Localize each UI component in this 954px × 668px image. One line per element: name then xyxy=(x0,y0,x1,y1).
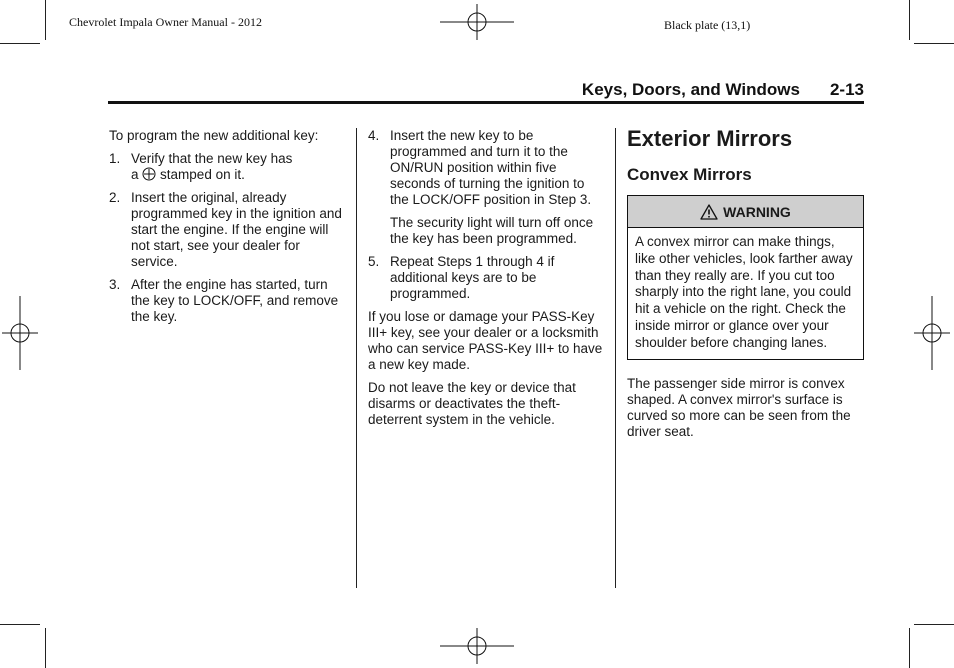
column-3 xyxy=(627,127,864,447)
column-1 xyxy=(109,128,349,332)
column-divider xyxy=(356,128,357,588)
registration-mark-icon xyxy=(440,628,514,664)
step-note: The security light will turn off once the key has been programmed. xyxy=(390,215,594,246)
step-text: Repeat Steps 1 through 4 if additional keys are to be programmed. xyxy=(390,254,555,301)
section-title: Keys, Doors, and Windows xyxy=(581,80,800,99)
step-number: 2. xyxy=(109,190,121,205)
step-number: 5. xyxy=(368,254,380,269)
paragraph: Do not leave the key or device that disarms or deactivates the theft-deterrent system in the vehicle. xyxy=(368,380,576,427)
registration-mark-icon xyxy=(914,296,950,370)
plate-label: Black plate (13,1) xyxy=(664,18,751,32)
step-text: Insert the original, already programmed key in the ignition and start the engine. If the engine will not start, see your dealer for service. xyxy=(131,190,342,269)
step-number: 3. xyxy=(109,277,121,292)
column-divider xyxy=(615,128,616,588)
warning-triangle-icon xyxy=(700,204,718,220)
step-text: Insert the new key to be programmed and turn it to the ON/RUN position within five seconds of turning the ignition to the LOCK/OFF position in Step 3. xyxy=(390,128,592,207)
intro-text: To program the new additional key: xyxy=(109,128,319,143)
step-number: 1. xyxy=(109,151,121,166)
step-2 xyxy=(109,190,349,270)
manual-title: Chevrolet Impala Owner Manual - 2012 xyxy=(69,15,262,29)
step-3 xyxy=(109,277,349,325)
paragraph: If you lose or damage your PASS-Key III+ key, see your dealer or a locksmith who can service PASS-Key III+ to have a new key made. xyxy=(368,309,603,372)
section-subtitle: Convex Mirrors xyxy=(627,165,752,184)
crop-mark xyxy=(0,624,40,625)
step-1 xyxy=(109,151,349,183)
crop-mark xyxy=(914,43,954,44)
registration-mark-icon xyxy=(2,296,38,370)
crop-mark xyxy=(45,0,46,40)
crop-mark xyxy=(45,628,46,668)
step-5 xyxy=(368,254,606,302)
section-header xyxy=(582,80,864,100)
column-2 xyxy=(368,128,606,435)
step-text-line: Verify that the new key has xyxy=(131,151,293,166)
warning-box xyxy=(627,195,864,360)
step-text: After the engine has started, turn the key to LOCK/OFF, and remove the key. xyxy=(131,277,339,324)
warning-text: A convex mirror can make things, like other vehicles, look farther away than they really are. If you cut too sharply into the right lane, you could hit a vehicle on the right. Check the inside mirror or glance over your shoulder before changing lanes. xyxy=(635,234,853,350)
step-text-suffix: stamped on it. xyxy=(160,167,245,182)
step-4 xyxy=(368,128,606,208)
crop-mark xyxy=(0,43,40,44)
warning-header xyxy=(628,196,863,228)
registration-mark-icon xyxy=(440,4,514,40)
crop-mark xyxy=(914,624,954,625)
key-symbol-icon xyxy=(142,167,156,181)
step-number: 4. xyxy=(368,128,380,143)
crop-mark xyxy=(909,628,910,668)
crop-mark xyxy=(909,0,910,40)
step-text-prefix: a xyxy=(131,167,139,182)
page-number: 2-13 xyxy=(829,80,864,99)
step-text xyxy=(131,151,349,183)
warning-label: WARNING xyxy=(723,203,791,220)
header-rule xyxy=(108,101,864,104)
paragraph: The passenger side mirror is convex shaped. A convex mirror's surface is curved so more can be seen from the driver seat. xyxy=(627,375,851,439)
page-title: Exterior Mirrors xyxy=(627,126,793,151)
